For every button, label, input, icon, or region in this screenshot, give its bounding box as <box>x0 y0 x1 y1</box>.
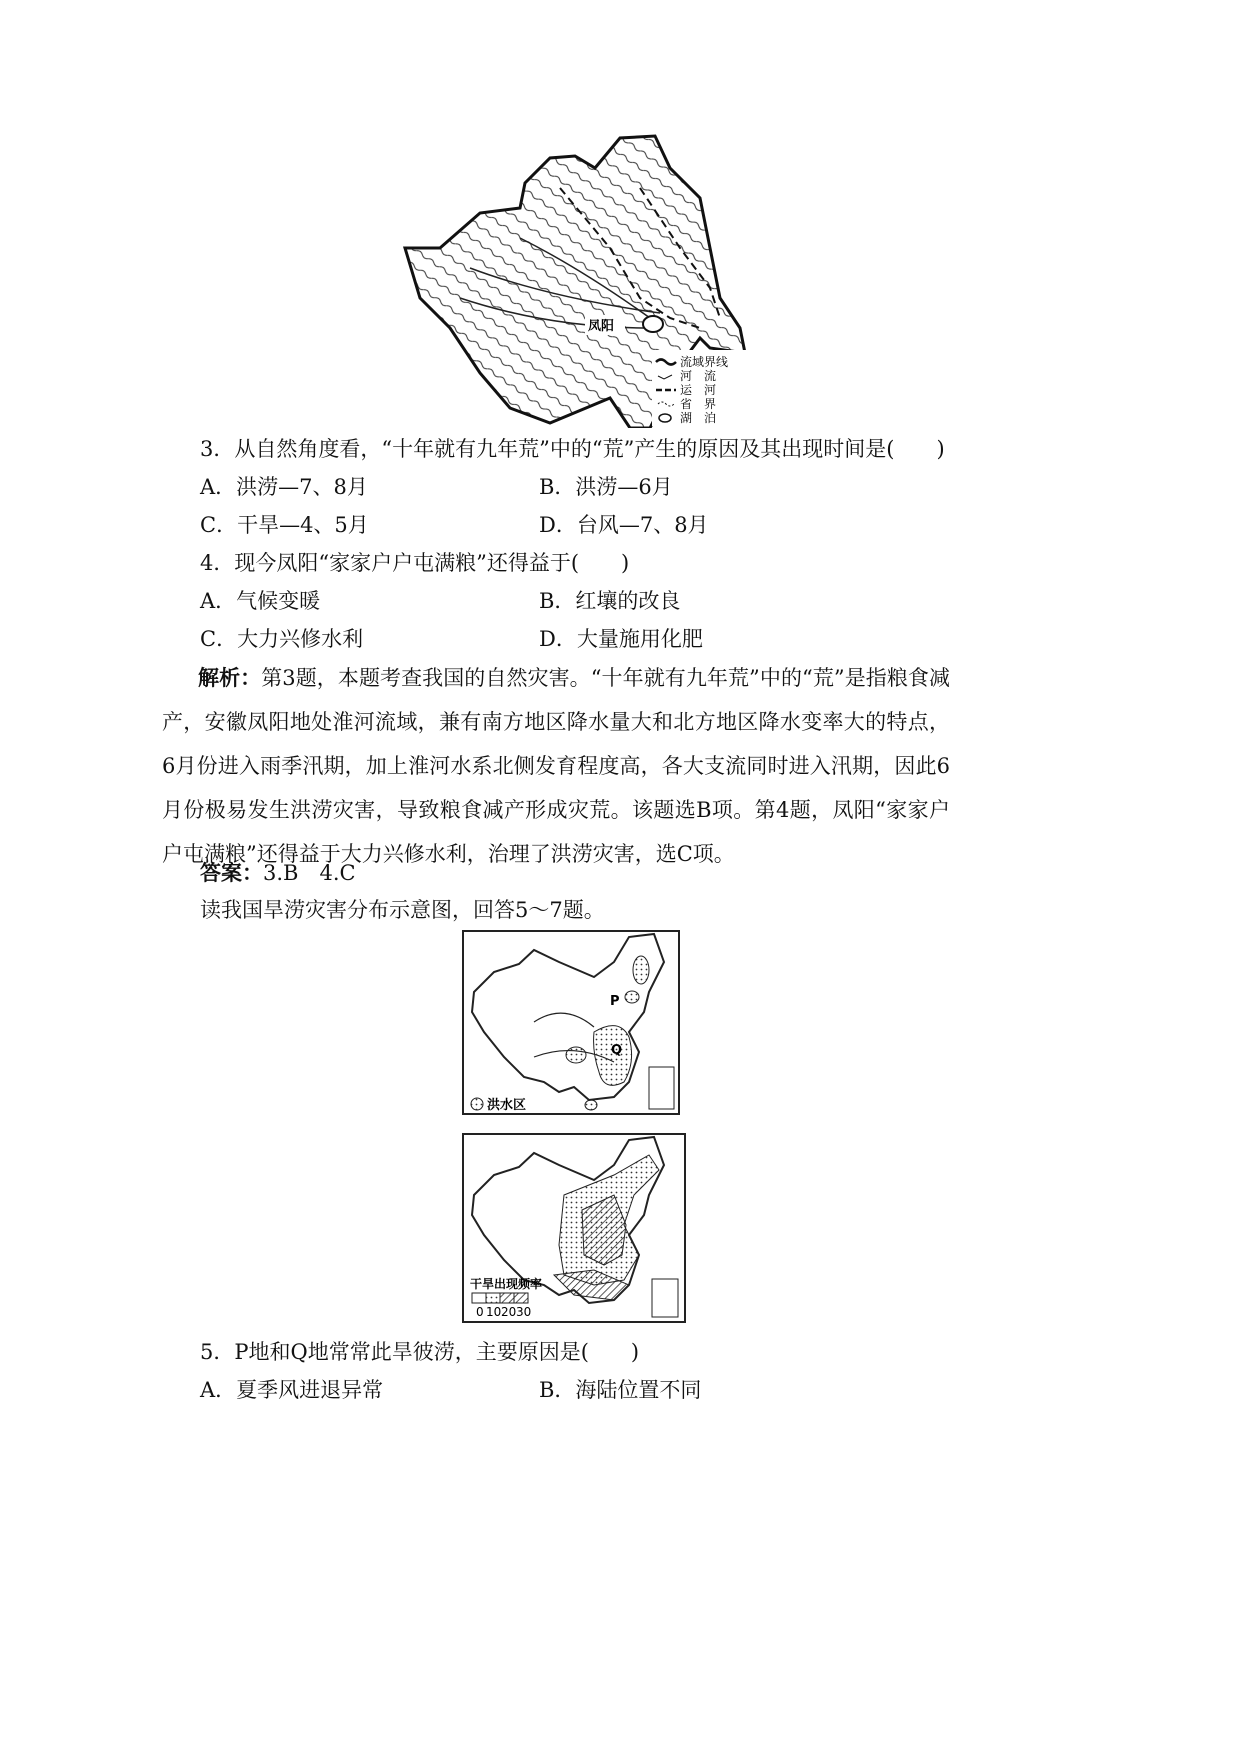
china-outline <box>472 934 664 1100</box>
q3-option-d[interactable]: D．台风—7、8月 <box>539 513 709 537</box>
answer-lead: 答案： <box>200 860 263 885</box>
q5-option-b[interactable]: B．海陆位置不同 <box>539 1378 702 1402</box>
q3-option-b[interactable]: B．洪涝—6月 <box>539 475 673 499</box>
label-p: P <box>610 994 620 1009</box>
basin-map-svg <box>400 128 760 428</box>
flood-area-map <box>462 930 680 1115</box>
analysis-paragraph <box>162 656 950 876</box>
drought-legend-title: 干旱出现频率 <box>470 1277 543 1291</box>
drought-tick-20: 20 <box>501 1305 517 1319</box>
basin-map-legend <box>652 350 752 426</box>
label-q: Q <box>611 1043 623 1058</box>
legend-province-border: 省 界 <box>680 397 717 411</box>
answer-text: 3.B 4.C <box>263 861 356 885</box>
huai-river-basin-map <box>400 128 760 428</box>
drought-tick-0: 0 <box>476 1305 484 1319</box>
drought-tick-30: 30 <box>516 1305 532 1319</box>
drought-frequency-map <box>462 1133 686 1323</box>
legend-lake: 湖 泊 <box>680 411 717 425</box>
q3-option-a[interactable]: A．洪涝—7、8月 <box>200 475 368 499</box>
q4-option-a[interactable]: A．气候变暖 <box>200 589 321 613</box>
question-5-stem: 5．P地和Q地常常此旱彼涝，主要原因是( ) <box>200 1340 640 1364</box>
q4-option-b[interactable]: B．红壤的改良 <box>539 589 681 613</box>
q5-option-a[interactable]: A．夏季风进退异常 <box>200 1378 384 1402</box>
analysis-text: 第3题，本题考查我国的自然灾害。“十年就有九年荒”中的“荒”是指粮食减产，安徽凤阳地处淮河流域，兼有南方地区降水量大和北方地区降水变率大的特点，6月份进入雨季汛期，加上淮河水系北侧发育程度高，各大支流同时进入汛期，因此6月份极易发生洪涝灾害，导致粮食减产形成灾荒。该题选B项。第4题，凤阳“家家户户屯满粮”还得益于大力兴修水利，治理了洪涝灾害，选C项。 <box>162 666 950 866</box>
drought-map-svg <box>464 1135 684 1321</box>
q4-option-d[interactable]: D．大量施用化肥 <box>539 627 703 651</box>
flood-map-svg <box>464 932 678 1113</box>
fengyang-label: 凤阳 <box>588 319 615 334</box>
q4-option-c[interactable]: C．大力兴修水利 <box>200 627 364 651</box>
flood-legend-label: 洪水区 <box>487 1098 527 1113</box>
q3-option-c[interactable]: C．干旱—4、5月 <box>200 513 369 537</box>
question-4-stem: 4．现今凤阳“家家户户屯满粮”还得益于( ) <box>200 551 630 575</box>
legend-basin-boundary: 流域界线 <box>680 355 729 369</box>
legend-river: 河 流 <box>680 369 717 383</box>
question-3-stem: 3．从自然角度看，“十年就有九年荒”中的“荒”产生的原因及其出现时间是( ) <box>200 437 945 461</box>
analysis-lead: 解析： <box>198 665 262 690</box>
drought-tick-10: 10 <box>486 1305 502 1319</box>
answer-line <box>200 858 356 888</box>
intro-text: 读我国旱涝灾害分布示意图，回答5～7题。 <box>200 898 605 922</box>
legend-canal: 运 河 <box>680 383 717 397</box>
